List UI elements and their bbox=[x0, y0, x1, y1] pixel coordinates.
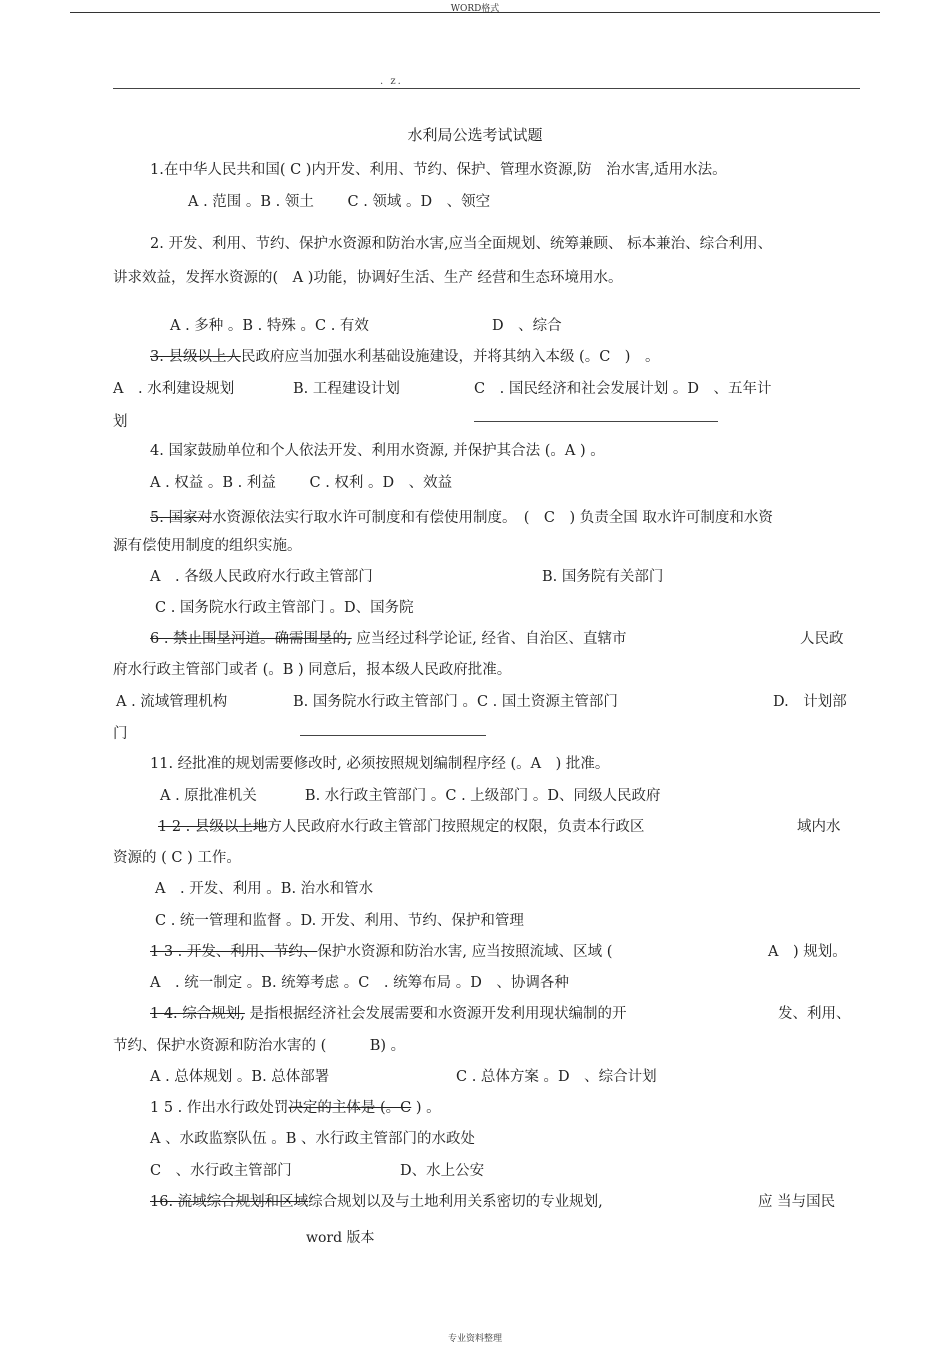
question-15-option-c: C 、水行政主管部门 bbox=[150, 1163, 292, 1179]
question-11-options: A . 原批准机关 B. 水行政主管部门 。C . 上级部门 。D、同级人民政府 bbox=[160, 788, 661, 804]
question-6-line-1 bbox=[150, 629, 627, 649]
question-text: 综合规划以及与土地利用关系密切的专业规划, bbox=[308, 1194, 603, 1210]
underline-rule bbox=[474, 421, 718, 422]
question-2-line-1: 2. 开发、利用、节约、保护水资源和防治水害,应当全面规划、统筹兼顾、 标本兼治、综合利用、 bbox=[150, 236, 773, 252]
question-text: 是指根据经济社会发展需要和水资源开发利用现状编制的开 bbox=[244, 1006, 627, 1022]
question-6-option-wrap: 门 bbox=[113, 726, 128, 742]
struck-text: 3. 县级以上人 bbox=[150, 349, 241, 365]
question-1-options: A . 范围 。B . 领土 C . 领域 。D 、领空 bbox=[188, 194, 491, 210]
footer-note: 专业资料整理 bbox=[447, 1334, 502, 1344]
header-label: WORD格式 bbox=[450, 4, 500, 14]
struck-text: 1 3 . 开发、利用、节约、 bbox=[150, 944, 318, 960]
struck-text: 16. 流域综合规划和区域 bbox=[150, 1194, 309, 1210]
question-1: 1.在中华人民共和国( C )内开发、利用、节约、保护、管理水资源,防 治水害,适用水法。 bbox=[150, 162, 727, 178]
underline-rule bbox=[300, 735, 486, 736]
question-3 bbox=[150, 347, 659, 367]
question-text: 1 5 . 作出水行政处罚 bbox=[150, 1100, 289, 1116]
question-text: ) 。 bbox=[411, 1100, 441, 1116]
question-12-line-1 bbox=[158, 817, 644, 837]
question-6-line-1-end: 人民政 bbox=[800, 631, 844, 647]
question-15-option-d: D、水上公安 bbox=[400, 1163, 485, 1179]
footer-word-version: word 版本 bbox=[306, 1230, 375, 1246]
question-6-line-2: 府水行政主管部门或者 (。B ) 同意后，报本级人民政府批准。 bbox=[113, 662, 512, 678]
header-rule-secondary bbox=[113, 88, 860, 89]
question-4-options: A . 权益 。B . 利益 C . 权利 。D 、效益 bbox=[150, 475, 453, 491]
question-12-line-1-end: 域内水 bbox=[797, 819, 841, 835]
question-14-option-ab: A . 总体规划 。B. 总体部署 bbox=[150, 1069, 330, 1085]
struck-text: 6 . 禁止围垦河道。确需围垦的, bbox=[150, 631, 352, 647]
header-rule bbox=[70, 12, 880, 13]
question-5-line-1 bbox=[150, 508, 773, 528]
question-11: 11. 经批准的规划需要修改时, 必须按照规划编制程序经 (。A ) 批准。 bbox=[150, 756, 610, 772]
question-2-options-a: A . 多种 。B . 特殊 。C . 有效 bbox=[170, 318, 369, 334]
question-14-line-1-end: 发、利用、 bbox=[778, 1006, 851, 1022]
question-6-option-bc: B. 国务院水行政主管部门 。C . 国土资源主管部门 bbox=[293, 694, 618, 710]
question-text: 保护水资源和防治水害, 应当按照流域、区域 ( bbox=[317, 944, 613, 960]
question-12-option-cd: C . 统一管理和监督 。D. 开发、利用、节约、保护和管理 bbox=[155, 913, 524, 929]
question-text: 水资源依法实行取水许可制度和有偿使用制度。 ( C ) 负责全国 取水许可制度和水资 bbox=[211, 510, 773, 526]
question-text: 方人民政府水行政主管部门按照规定的权限，负责本行政区 bbox=[267, 819, 645, 835]
question-5-line-2: 源有偿使用制度的组织实施。 bbox=[113, 538, 302, 554]
question-12-line-2: 资源的 ( C ) 工作。 bbox=[113, 850, 241, 866]
question-4: 4. 国家鼓励单位和个人依法开发、利用水资源, 并保护其合法 (。A ) 。 bbox=[150, 443, 605, 459]
header-dots: . z. bbox=[380, 76, 403, 87]
question-text: 民政府应当加强水利基础设施建设，并将其纳入本级 (。C ) 。 bbox=[240, 349, 660, 365]
question-13-options: A . 统一制定 。B. 统筹考虑 。C . 统筹布局 。D 、协调各种 bbox=[150, 975, 569, 991]
question-14-option-cd: C . 总体方案 。D 、综合计划 bbox=[456, 1069, 657, 1085]
question-15 bbox=[150, 1098, 441, 1118]
question-3-option-b: B. 工程建设计划 bbox=[293, 381, 400, 397]
question-13 bbox=[150, 942, 612, 962]
page-title: 水利局公选考试试题 bbox=[407, 126, 543, 144]
question-16-line-1 bbox=[150, 1192, 603, 1212]
question-5-option-a: A . 各级人民政府水行政主管部门 bbox=[150, 569, 373, 585]
question-2-line-2: 讲求效益，发挥水资源的( A )功能，协调好生活、生产 经营和生态环境用水。 bbox=[113, 270, 623, 286]
struck-text: 5. 国家对 bbox=[150, 510, 212, 526]
question-12-option-ab: A . 开发、利用 。B. 治水和管水 bbox=[155, 881, 374, 897]
struck-text: 决定的主体是 (。C bbox=[288, 1100, 412, 1116]
question-5-option-cd: C . 国务院水行政主管部门 。D、国务院 bbox=[155, 600, 414, 616]
question-13-end: A ) 规划。 bbox=[768, 944, 847, 960]
question-3-option-wrap: 划 bbox=[113, 414, 128, 430]
struck-text: 1 4. 综合规划, bbox=[150, 1006, 245, 1022]
question-3-option-c: C . 国民经济和社会发展计划 。D 、五年计 bbox=[474, 381, 772, 397]
struck-text: 1 2 . 县级以上地 bbox=[158, 819, 268, 835]
question-6-option-d: D. 计划部 bbox=[773, 694, 847, 710]
question-text: 应当经过科学论证, 经省、自治区、直辖市 bbox=[351, 631, 627, 647]
question-2-options-b: D 、综合 bbox=[492, 318, 562, 334]
question-5-option-b: B. 国务院有关部门 bbox=[542, 569, 664, 585]
question-16-line-1-end: 应 当与国民 bbox=[758, 1194, 836, 1210]
question-3-option-a: A . 水利建设规划 bbox=[113, 381, 235, 397]
question-15-option-ab: A 、水政监察队伍 。B 、水行政主管部门的水政处 bbox=[150, 1131, 475, 1147]
question-14-line-2: 节约、保护水资源和防治水害的 ( B) 。 bbox=[113, 1038, 406, 1054]
question-6-option-a: A . 流域管理机构 bbox=[116, 694, 228, 710]
question-14-line-1 bbox=[150, 1004, 627, 1024]
